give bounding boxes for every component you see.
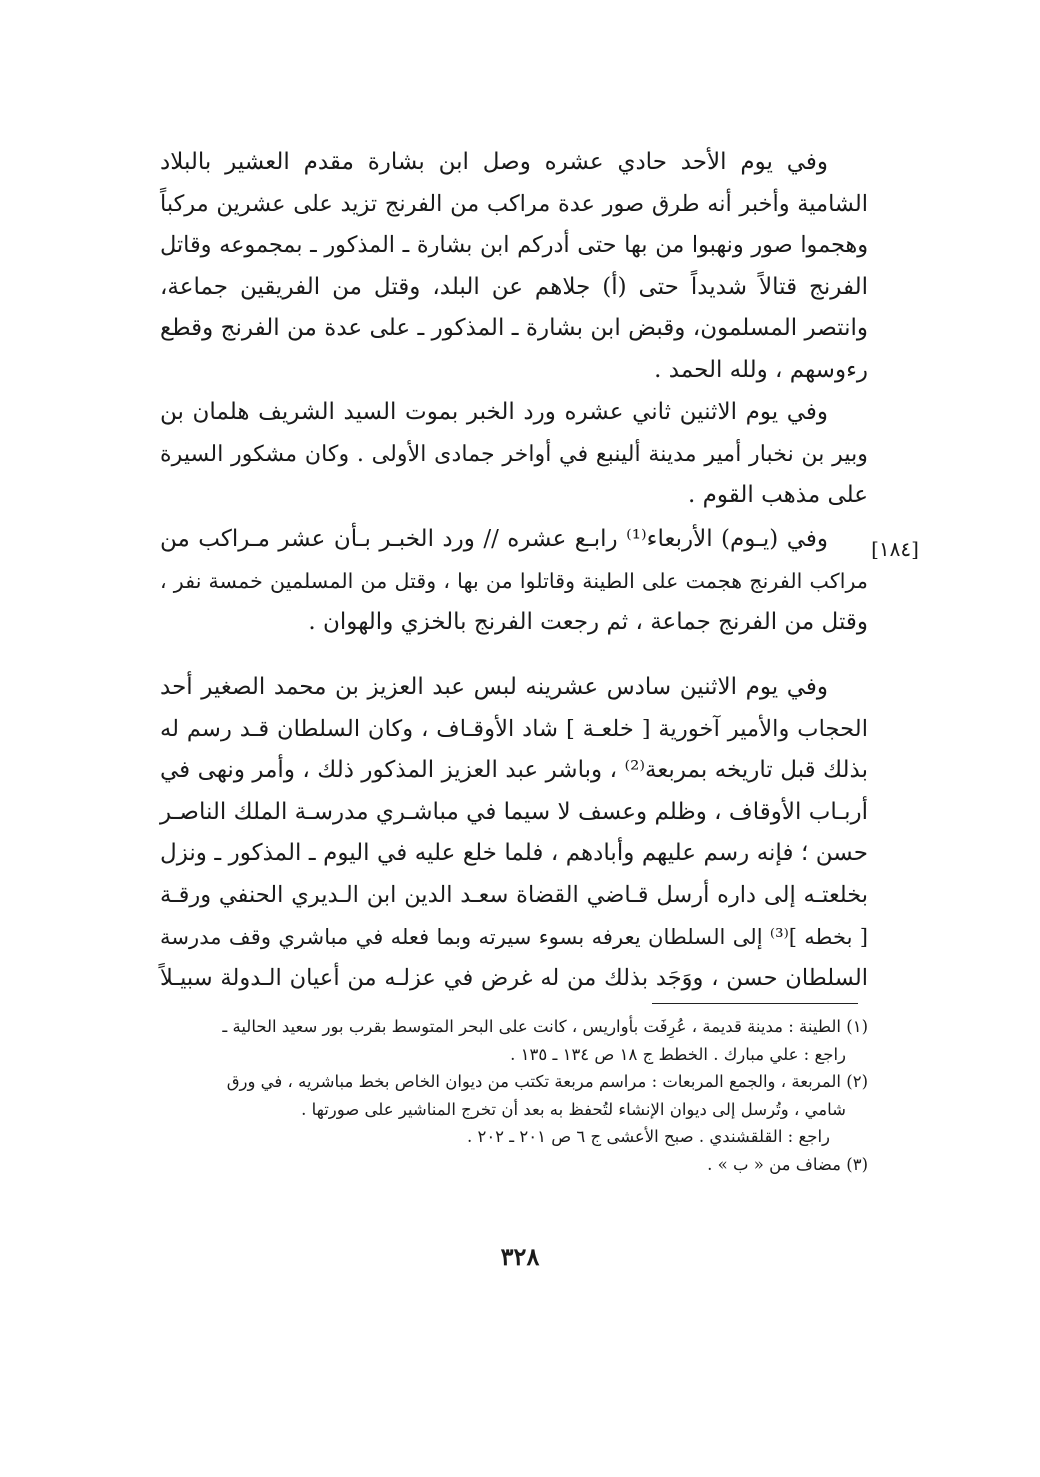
text-line: بذلك قبل تاريخه بمربعة⁽²⁾ ، وباشر عبد العزيز المذكور ذلك ، وأمر ونهى في (160, 757, 868, 783)
text-line: أربـاب الأوقاف ، وظلم وعسف لا سيما في مباشـري مدرسـة الملك الناصـر (160, 798, 868, 825)
text-line: وقتل من الفرنج جماعة ، ثم رجعت الفرنج بالخزي والهوان . (308, 609, 868, 635)
paragraph-4 (160, 667, 868, 999)
footnote-line: (١) الطينة : مدينة قديمة ، عُرِفَت بأواريس ، كانت على البحر المتوسط بقرب بور سعيد الحالية ـ (222, 1017, 868, 1036)
text-line: بخلعتـه إلى داره أرسل قـاضي القضاة سعـد الدين ابن الـديري الحنفي ورقـة (160, 881, 868, 908)
text-line: وفي يوم الاثنين سادس عشرينه لبس عبد العزيز بن محمد الصغير أحد (160, 674, 828, 700)
text-line: وانتصر المسلمون، وقبض ابن بشارة ـ المذكور ـ على عدة من الفرنج وقطع (160, 315, 868, 341)
footnote-line: شامي ، وتُرسل إلى ديوان الإنشاء لتُحفظ به بعد أن تخرج المناشير على صورتها . (301, 1099, 846, 1119)
footnote-line: راجع : القلقشندي . صبح الأعشى ج ٦ ص ٢٠١ ـ ٢٠٢ . (466, 1127, 830, 1146)
text-line: الشامية وأخبر أنه طرق صور عدة مراكب من الفرنج تزيد على عشرين مركباً (160, 190, 868, 217)
footnote-separator (652, 1003, 858, 1004)
page-number: ٣٢٨ (500, 1242, 540, 1271)
text-line: حسن ؛ فإنه رسم عليهم وأبادهم ، فلما خلع عليه في اليوم ـ المذكور ـ ونزل (160, 840, 868, 866)
footnote-line: راجع : علي مبارك . الخطط ج ١٨ ص ١٣٤ ـ ١٣٥ . (510, 1044, 846, 1064)
text-line: وهجموا صور ونهبوا من بها حتى أدركم ابن بشارة ـ المذكور ـ بمجموعه وقاتل (160, 232, 868, 258)
text-line: الفرنج قتالاً شديداً حتى (أ) جلاهم عن البلد، وقتل من الفريقين جماعة، (160, 273, 868, 300)
text-line: رءوسهم ، ولله الحمد . (654, 356, 868, 383)
footnote-line: (٢) المربعة ، والجمع المربعات : مراسم مربعة تكتب من ديوان الخاص بخط مباشريه ، في ورق (226, 1072, 868, 1091)
manuscript-folio-marker: [١٨٤] (871, 537, 919, 561)
text-line: وفي (يـوم) الأربعاء⁽¹⁾ رابـع عشره // ورد الخبـر بـأن عشر مـراكب من (160, 526, 828, 552)
paragraph-3 (160, 519, 868, 644)
text-line: الحجاب والأمير آخورية [ خلعـة ] شاد الأوقـاف ، وكان السلطان قـد رسم له (160, 715, 868, 742)
text-line: [ بخطه ]⁽³⁾ إلى السلطان يعرفه بسوء سيرته وبما فعله في مباشري وقف مدرسة (160, 924, 868, 949)
paragraph-1 (160, 142, 868, 391)
paragraph-2 (160, 392, 868, 517)
text-line: مراكب الفرنج هجمت على الطينة وقاتلوا من بها ، وقتل من المسلمين خمسة نفر ، (160, 568, 868, 593)
text-line: وفي يوم الاثنين ثاني عشره ورد الخبر بموت السيد الشريف هلمان بن (160, 399, 828, 425)
text-line: على مذهب القوم . (687, 482, 868, 508)
text-line: وبير بن نخبار أمير مدينة ألينبع في أواخر جمادى الأولى . وكان مشكور السيرة (160, 440, 868, 467)
footnotes (160, 1013, 868, 1178)
text-line: وفي يوم الأحد حادي عشره وصل ابن بشارة مقدم العشير بالبلاد (160, 149, 828, 175)
text-line: السلطان حسن ، ووَجَد بذلك من له غرض في عزلـه من أعيان الـدولة سبيـلاً (160, 964, 868, 991)
footnote-line: (٣) مضاف من « ب » . (707, 1154, 868, 1174)
